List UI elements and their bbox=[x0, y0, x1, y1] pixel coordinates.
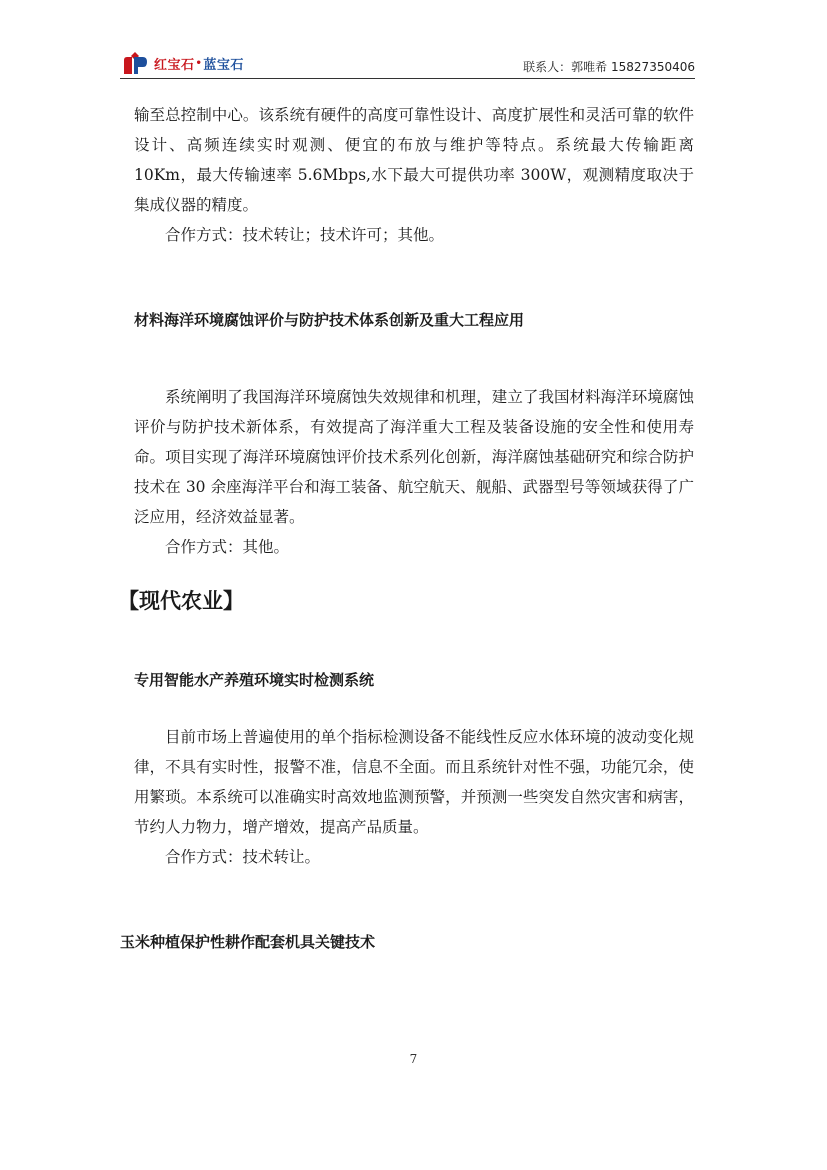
page-number: 7 bbox=[409, 1052, 418, 1066]
section-title: 【现代农业】 bbox=[118, 589, 244, 613]
intro-cooperation: 合作方式：技术转让；技术许可；其他。 bbox=[165, 226, 445, 244]
contact-info bbox=[523, 58, 695, 75]
logo-text-blue: 蓝宝石 bbox=[203, 57, 244, 73]
project-title: 玉米种植保护性耕作配套机具关键技术 bbox=[120, 933, 376, 951]
project-cooperation: 合作方式：其他。 bbox=[165, 538, 290, 556]
project-paragraph: 目前市场上普遍使用的单个指标检测设备不能线性反应水体环境的波动变化规律，不具有实时性，报警不准，信息不全面。而且系统针对性不强，功能冗余，使用繁琐。本系统可以准确实时高效地监测预警，并预测一些突发自然灾害和病害，节约人力物力，增产增效，提高产品质量。 bbox=[134, 728, 694, 836]
contact-phone: 15827350406 bbox=[611, 60, 695, 74]
company-logo bbox=[120, 50, 244, 76]
page-content bbox=[118, 100, 694, 954]
project-paragraph: 系统阐明了我国海洋环境腐蚀失效规律和机理，建立了我国材料海洋环境腐蚀评价与防护技术新体系，有效提高了海洋重大工程及装备设施的安全性和使用寿命。项目实现了海洋环境腐蚀评价技术系列化创新，海洋腐蚀基础研究和综合防护技术在 30 余座海洋平台和海工装备、航空航天、舰船、武器型号等领域获得了广泛应用，经济效益显著。 bbox=[134, 388, 694, 526]
logo-separator: • bbox=[195, 57, 203, 69]
project-cooperation: 合作方式：技术转让。 bbox=[165, 848, 321, 866]
intro-paragraph: 输至总控制中心。该系统有硬件的高度可靠性设计、高度扩展性和灵活可靠的软件设计、高频连续实时观测、便宜的布放与维护等特点。系统最大传输距离 10Km，最大传输速率 5.6Mbps,水下最大可提供功率 300W，观测精度取决于集成仪器的精度。 bbox=[134, 106, 694, 214]
project-title: 专用智能水产养殖环境实时检测系统 bbox=[134, 671, 375, 689]
project-title: 材料海洋环境腐蚀评价与防护技术体系创新及重大工程应用 bbox=[134, 311, 525, 329]
logo-mark-icon bbox=[120, 50, 150, 76]
header-divider bbox=[120, 78, 695, 79]
contact-label: 联系人：郭唯希 bbox=[523, 60, 608, 74]
page-header bbox=[120, 44, 695, 80]
logo-text-red: 红宝石 bbox=[154, 57, 195, 73]
